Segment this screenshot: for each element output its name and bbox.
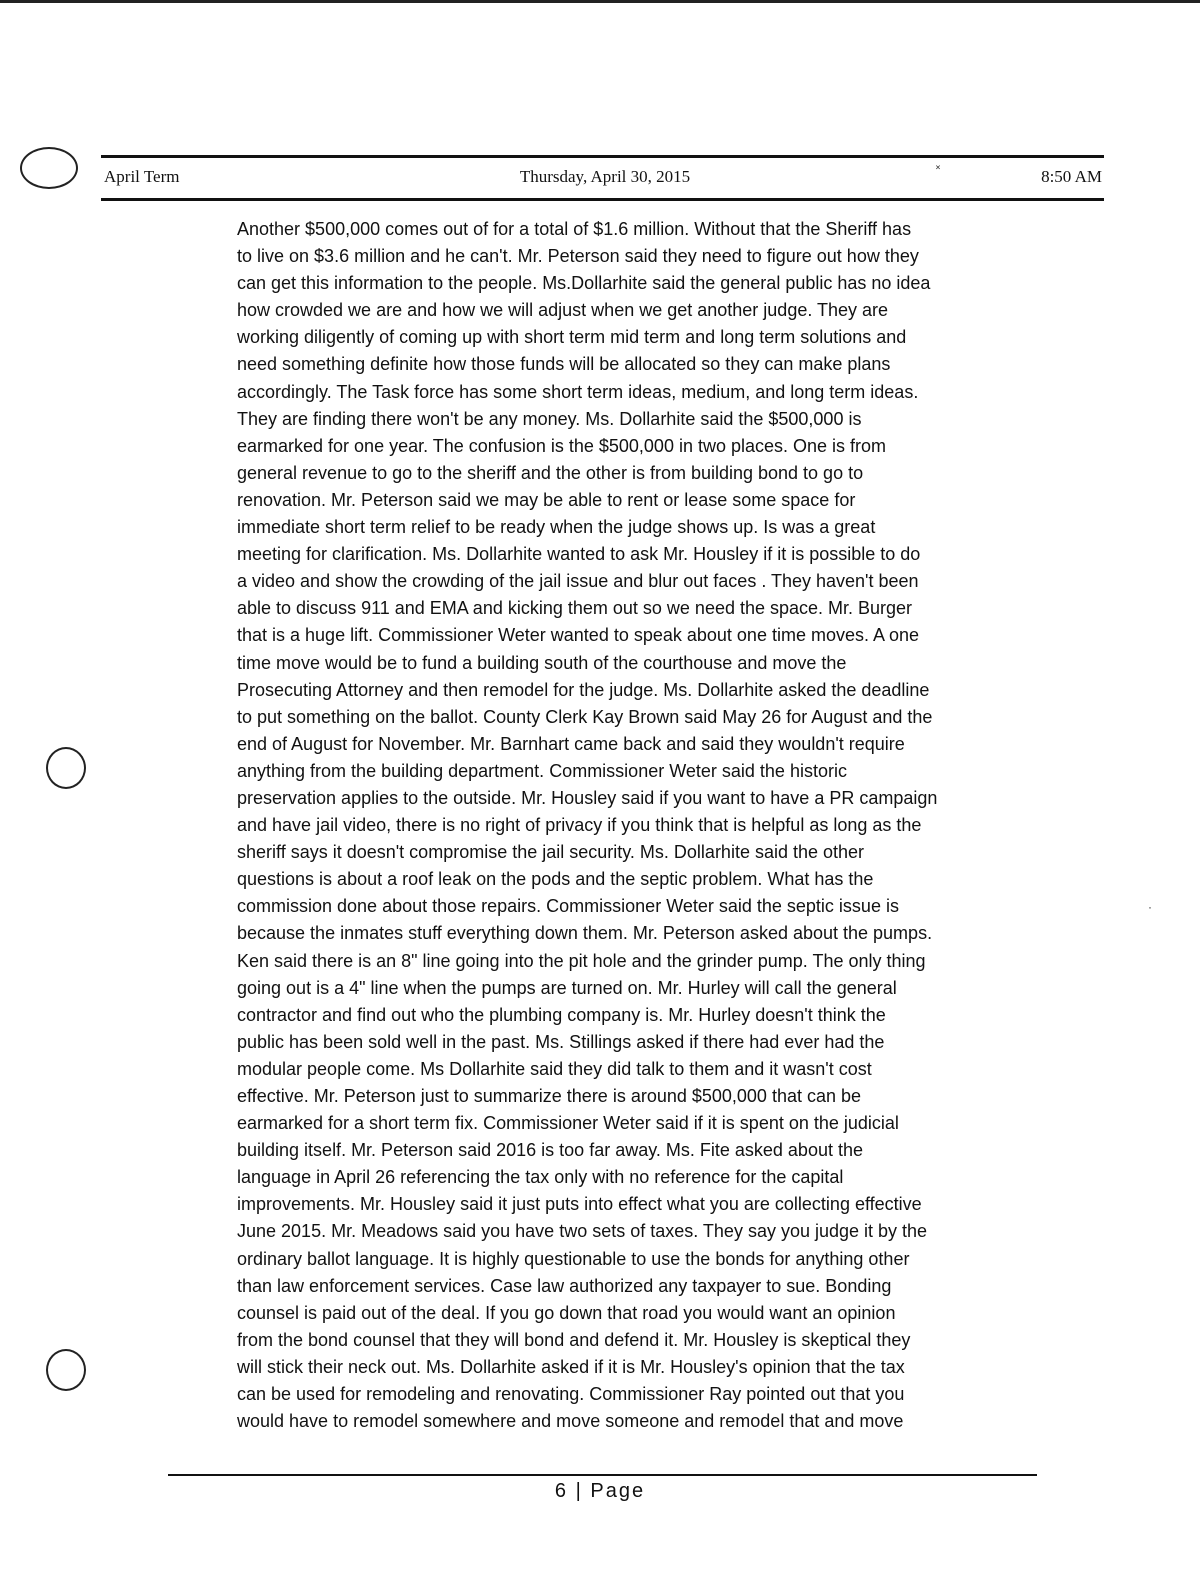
body-line: time move would be to fund a building south of the courthouse and move the <box>237 652 847 673</box>
body-line: that is a huge lift. Commissioner Weter wanted to speak about one time moves. A one <box>237 625 920 646</box>
body-line: a video and show the crowding of the jail issue and blur out faces . They haven't been <box>237 571 919 592</box>
body-line: can be used for remodeling and renovating. Commissioner Ray pointed out that you <box>237 1384 905 1405</box>
body-line: to put something on the ballot. County Clerk Kay Brown said May 26 for August and the <box>237 706 933 727</box>
body-line: going out is a 4" line when the pumps are turned on. Mr. Hurley will call the general <box>237 977 897 998</box>
scan-speck: · <box>1148 900 1152 914</box>
body-line: anything from the building department. Commissioner Weter said the historic <box>237 760 847 781</box>
body-line: language in April 26 referencing the tax only with no reference for the capital <box>237 1167 844 1188</box>
body-line: how crowded we are and how we will adjust when we get another judge. They are <box>237 300 889 321</box>
body-line: because the inmates stuff everything down them. Mr. Peterson asked about the pumps. <box>237 923 933 944</box>
body-line: need something definite how those funds will be allocated so they can make plans <box>237 354 891 375</box>
body-line: working diligently of coming up with short term mid term and long term solutions and <box>237 327 907 348</box>
body-line: effective. Mr. Peterson just to summarize there is around $500,000 that can be <box>237 1086 862 1106</box>
body-line: questions is about a roof leak on the pods and the septic problem. What has the <box>237 869 874 890</box>
header-date: Thursday, April 30, 2015 <box>519 167 691 186</box>
body-line: public has been sold well in the past. Ms. Stillings asked if there had ever had the <box>237 1031 885 1052</box>
header-term: April Term <box>104 167 180 186</box>
body-line: than law enforcement services. Case law authorized any taxpayer to sue. Bonding <box>237 1275 892 1296</box>
body-line: preservation applies to the outside. Mr. Housley said if you want to have a PR campaign <box>237 787 938 808</box>
body-line: sheriff says it doesn't compromise the jail security. Ms. Dollarhite said the other <box>237 842 865 863</box>
body-line: will stick their neck out. Ms. Dollarhite asked if it is Mr. Housley's opinion that the tax <box>237 1356 905 1377</box>
body-line: modular people come. Ms Dollarhite said they did talk to them and it wasn't cost <box>237 1058 872 1079</box>
body-line: June 2015. Mr. Meadows said you have two sets of taxes. They say you judge it by the <box>237 1221 928 1242</box>
scan-speck: ˟ <box>936 163 940 177</box>
header-time: 8:50 AM <box>1041 167 1102 186</box>
body-line: Prosecuting Attorney and then remodel for the judge. Ms. Dollarhite asked the deadline <box>237 679 930 700</box>
body-line: ordinary ballot language. It is highly questionable to use the bonds for anything other <box>237 1248 910 1269</box>
punch-hole-middle <box>46 747 86 789</box>
body-line: general revenue to go to the sheriff and the other is from building bond to go to <box>237 462 864 483</box>
body-line: counsel is paid out of the deal. If you go down that road you would want an opinion <box>237 1302 896 1323</box>
body-line: can get this information to the people. Ms.Dollarhite said the general public has no idea <box>237 273 931 294</box>
body-line: end of August for November. Mr. Barnhart came back and said they wouldn't require <box>237 733 905 754</box>
minutes-body <box>237 216 1037 1435</box>
footer-rule <box>168 1474 1037 1476</box>
body-line: would have to remodel somewhere and move someone and remodel that and move <box>237 1411 904 1432</box>
body-line: immediate short term relief to be ready when the judge shows up. Is was a great <box>237 517 876 538</box>
body-line: to live on $3.6 million and he can't. Mr. Peterson said they need to figure out how they <box>237 246 919 267</box>
body-line: earmarked for a short term fix. Commissioner Weter said if it is spent on the judicial <box>237 1113 899 1134</box>
body-line: building itself. Mr. Peterson said 2016 is too far away. Ms. Fite asked about the <box>237 1140 863 1161</box>
body-line: improvements. Mr. Housley said it just puts into effect what you are collecting effective <box>237 1194 922 1215</box>
page-number: 6 | Page <box>554 1480 646 1502</box>
body-line: from the bond counsel that they will bond and defend it. Mr. Housley is skeptical they <box>237 1329 911 1350</box>
header-rule-bottom <box>101 198 1104 201</box>
body-line: Another $500,000 comes out of for a total of $1.6 million. Without that the Sheriff has <box>237 219 912 239</box>
body-line: renovation. Mr. Peterson said we may be able to rent or lease some space for <box>237 489 856 510</box>
body-line: contractor and find out who the plumbing company is. Mr. Hurley doesn't think the <box>237 1004 886 1025</box>
body-line: commission done about those repairs. Commissioner Weter said the septic issue is <box>237 896 899 917</box>
punch-hole-bottom <box>46 1349 86 1391</box>
body-line: earmarked for one year. The confusion is the $500,000 in two places. One is from <box>237 435 887 456</box>
page-top-edge <box>0 0 1200 3</box>
body-line: Ken said there is an 8" line going into the pit hole and the grinder pump. The only thing <box>237 950 926 971</box>
body-line: accordingly. The Task force has some short term ideas, medium, and long term ideas. <box>237 381 919 402</box>
body-line: and have jail video, there is no right of privacy if you think that is helpful as long as the <box>237 815 922 836</box>
body-line: They are finding there won't be any money. Ms. Dollarhite said the $500,000 is <box>237 408 862 429</box>
body-line: meeting for clarification. Ms. Dollarhite wanted to ask Mr. Housley if it is possible to do <box>237 544 921 565</box>
header-rule-top <box>101 155 1104 158</box>
body-line: able to discuss 911 and EMA and kicking them out so we need the space. Mr. Burger <box>237 598 913 619</box>
